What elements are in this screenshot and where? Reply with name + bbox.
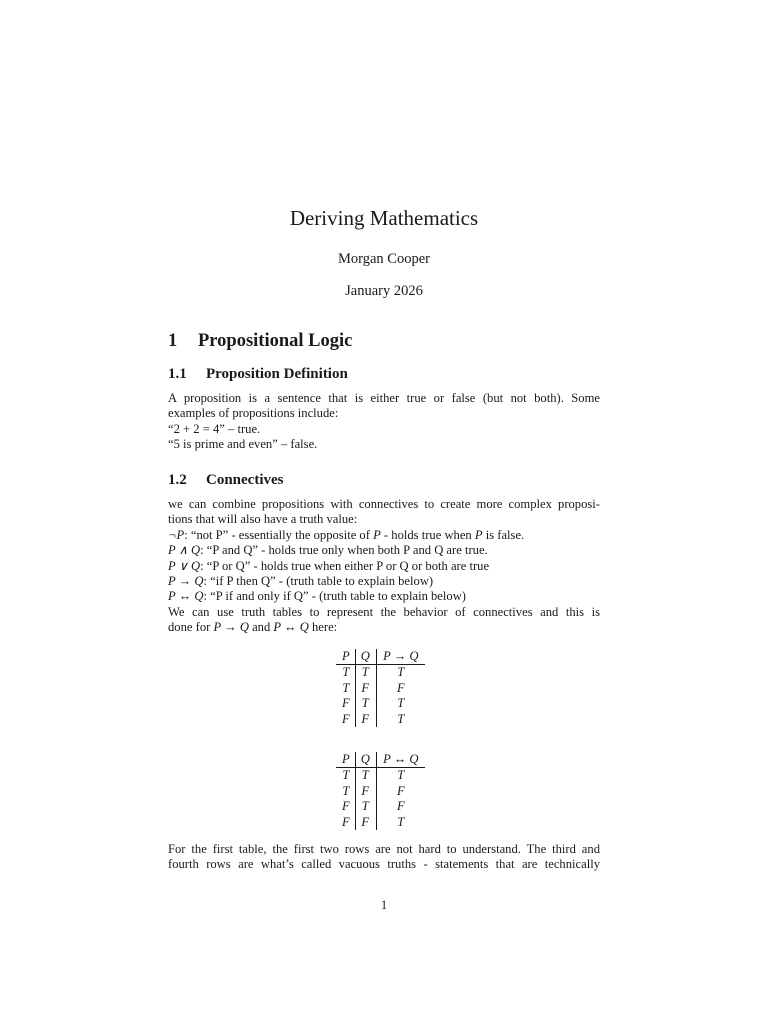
subsection-title: Connectives bbox=[206, 472, 284, 488]
table-cell: T bbox=[397, 711, 405, 726]
definition-paragraph bbox=[168, 391, 600, 453]
connective-text: : “P and Q” - holds true only when both P and Q are true. bbox=[200, 543, 488, 558]
math-symbol: ¬P bbox=[168, 527, 185, 542]
table-cell: F bbox=[355, 681, 376, 696]
math-symbol: P bbox=[474, 527, 483, 542]
paragraph-line: we can combine propositions with connectives to create more complex proposi- bbox=[168, 497, 600, 511]
table-cell: T bbox=[355, 799, 376, 814]
table-cell: T bbox=[397, 665, 405, 680]
text-run: done for bbox=[168, 620, 214, 635]
subsection-heading-definition bbox=[168, 366, 348, 383]
paragraph-line: examples of propositions include: bbox=[168, 406, 339, 421]
table-cell: F bbox=[355, 784, 376, 799]
table-header: P bbox=[336, 649, 355, 665]
paragraph-line: We can use truth tables to represent the behavior of connectives and this is bbox=[168, 604, 600, 619]
math-symbol: P ↔ Q bbox=[168, 589, 204, 604]
math-symbol: P → Q bbox=[168, 574, 204, 589]
table-header: P → Q bbox=[376, 649, 425, 665]
table-cell: F bbox=[336, 799, 355, 814]
subsection-heading-connectives bbox=[168, 472, 284, 489]
text-run: and bbox=[248, 620, 274, 635]
math-symbol: P → Q bbox=[213, 620, 249, 635]
connective-text: is false. bbox=[482, 527, 525, 542]
table-cell: F bbox=[355, 815, 376, 830]
math-symbol: P bbox=[373, 527, 381, 542]
table-header: Q bbox=[355, 649, 376, 665]
table-row bbox=[336, 712, 425, 727]
table-cell: T bbox=[355, 768, 376, 784]
table-row bbox=[336, 681, 425, 696]
connective-text: : “P if and only if Q” - (truth table to explain below) bbox=[203, 589, 466, 604]
subsection-title: Proposition Definition bbox=[206, 366, 348, 382]
connective-and bbox=[168, 543, 600, 558]
section-number: 1 bbox=[168, 331, 178, 351]
truth-table-implies bbox=[336, 649, 425, 727]
table-cell: T bbox=[336, 784, 355, 799]
table-cell: F bbox=[396, 680, 405, 695]
connective-iff bbox=[168, 589, 600, 604]
connective-text: : “not P” - essentially the opposite of bbox=[184, 527, 374, 542]
truth-table-iff bbox=[336, 752, 425, 830]
subsection-number: 1.1 bbox=[168, 366, 187, 382]
connective-text: : “if P then Q” - (truth table to explain below) bbox=[203, 574, 434, 589]
table-row bbox=[336, 799, 425, 814]
paragraph-line: A proposition is a sentence that is either true or false (but not both). Some bbox=[168, 391, 600, 405]
connective-not bbox=[168, 528, 600, 543]
truth-table bbox=[336, 649, 425, 727]
table-row bbox=[336, 815, 425, 830]
table-cell: T bbox=[336, 768, 355, 784]
table-header: P bbox=[336, 752, 355, 768]
table-row bbox=[336, 696, 425, 711]
table-cell: T bbox=[336, 665, 355, 681]
section-title: Propositional Logic bbox=[198, 331, 353, 351]
connective-text: - holds true when bbox=[380, 527, 475, 542]
paragraph-line: “2 + 2 = 4” – true. bbox=[168, 421, 261, 436]
document-date: January 2026 bbox=[345, 283, 423, 299]
connective-text: : “P or Q” - holds true when either P or Q or both are true bbox=[200, 558, 490, 573]
table-row bbox=[336, 665, 425, 681]
table-row bbox=[336, 768, 425, 784]
document-title: Deriving Mathematics bbox=[289, 206, 479, 230]
math-symbol: P ↔ Q bbox=[273, 620, 309, 635]
paragraph-line bbox=[168, 620, 600, 635]
table-cell: T bbox=[355, 665, 376, 681]
table-cell: F bbox=[355, 712, 376, 727]
connectives-paragraph bbox=[168, 497, 600, 636]
math-symbol: P ∨ Q bbox=[168, 558, 201, 573]
table-cell: F bbox=[396, 783, 405, 798]
truth-table bbox=[336, 752, 425, 830]
paragraph-line: fourth rows are what’s called vacuous truths - statements that are technically bbox=[168, 857, 600, 872]
table-row bbox=[336, 784, 425, 799]
subsection-number: 1.2 bbox=[168, 472, 187, 488]
table-cell: T bbox=[336, 681, 355, 696]
math-symbol: P ∧ Q bbox=[168, 543, 201, 558]
paragraph-line: For the first table, the first two rows are not hard to understand. The third and bbox=[168, 842, 600, 856]
table-header: P ↔ Q bbox=[376, 752, 425, 768]
table-cell: F bbox=[336, 696, 355, 711]
connective-or bbox=[168, 559, 600, 574]
paragraph-line: “5 is prime and even” – false. bbox=[168, 437, 318, 452]
page-number: 1 bbox=[380, 898, 388, 912]
connective-implies bbox=[168, 574, 600, 589]
table-cell: F bbox=[336, 712, 355, 727]
table-cell: T bbox=[397, 768, 405, 783]
table-cell: F bbox=[336, 815, 355, 830]
table-cell: T bbox=[397, 696, 405, 711]
table-cell: T bbox=[397, 814, 405, 829]
table-cell: T bbox=[355, 696, 376, 711]
table-header: Q bbox=[355, 752, 376, 768]
text-run: here: bbox=[308, 620, 338, 635]
paragraph-line: tions that will also have a truth value: bbox=[168, 512, 358, 527]
section-heading bbox=[168, 331, 352, 352]
table-cell: F bbox=[396, 799, 405, 814]
closing-paragraph bbox=[168, 842, 600, 873]
document-author: Morgan Cooper bbox=[338, 251, 430, 267]
